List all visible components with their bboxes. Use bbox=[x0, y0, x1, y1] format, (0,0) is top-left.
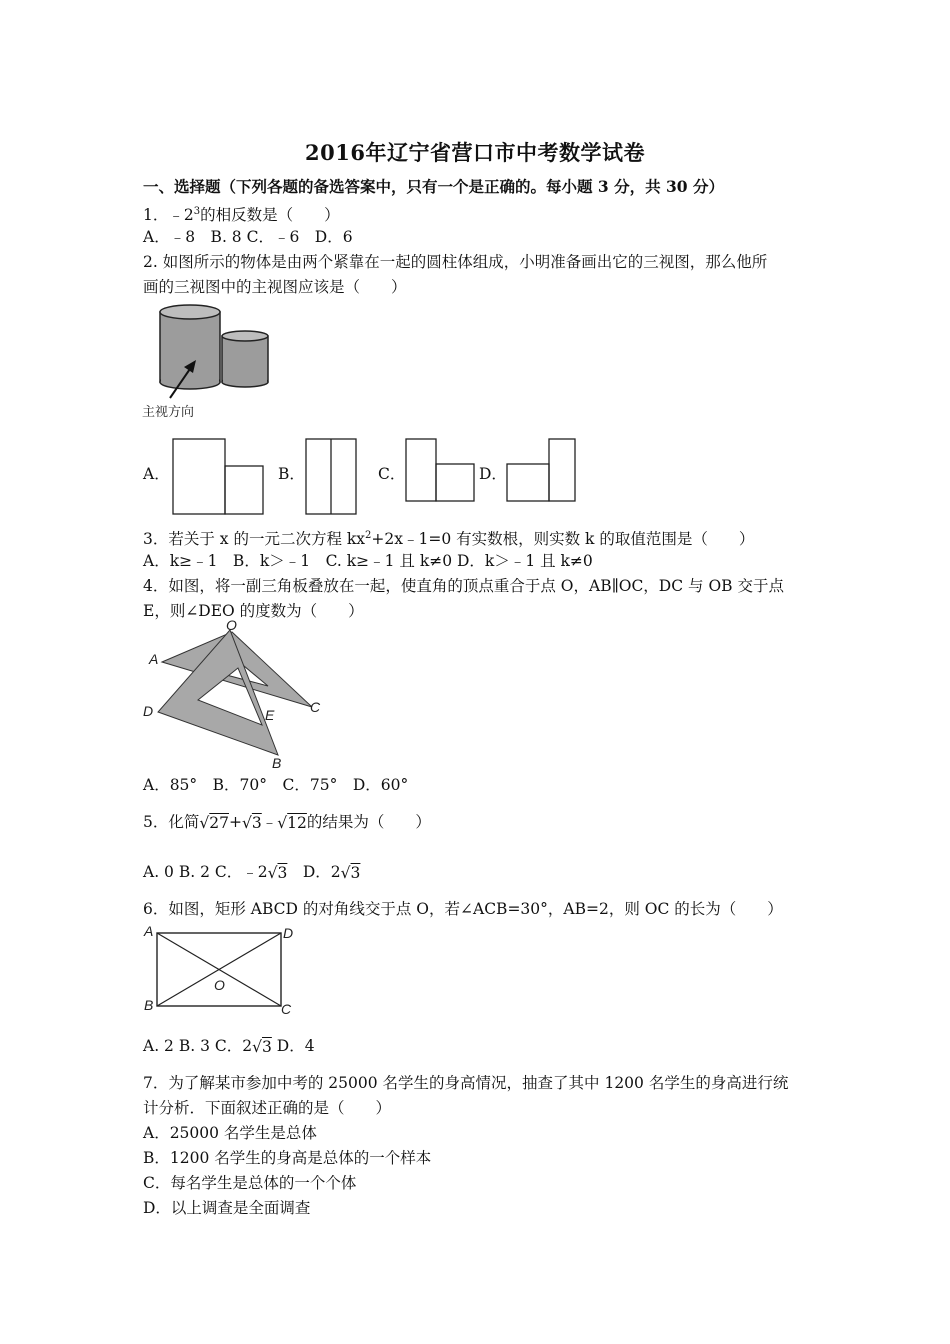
q7-option-c: C．每名学生是总体的一个个体 bbox=[143, 1174, 357, 1192]
q1-options: A．﹣8 B. 8 C．﹣6 D．6 bbox=[143, 228, 353, 246]
q4-label-c: C bbox=[310, 699, 321, 715]
q5-stem: 5．化简√27+√3﹣√12的结果为（ ） bbox=[143, 813, 431, 832]
q2-figure-caption: 主视方向 bbox=[142, 405, 195, 420]
q7-option-a: A．25000 名学生是总体 bbox=[143, 1124, 317, 1142]
q6-label-a: A bbox=[144, 923, 154, 939]
q6-label-d: D bbox=[283, 925, 294, 941]
q4-triangles-figure bbox=[140, 620, 325, 772]
q4-label-o: O bbox=[226, 620, 237, 633]
q2-option-d-figure bbox=[505, 437, 580, 517]
q6-rectangle-figure bbox=[140, 922, 300, 1017]
q2-cylinders-figure bbox=[140, 300, 275, 425]
q2-stem-line2: 画的三视图中的主视图应该是（ ） bbox=[143, 278, 407, 296]
q7-option-b: B．1200 名学生的身高是总体的一个样本 bbox=[143, 1149, 432, 1167]
q2-stem-line1: 2. 如图所示的物体是由两个紧靠在一起的圆柱体组成，小明准备画出它的三视图，那么他所 bbox=[143, 253, 768, 271]
q6-options: A. 2 B. 3 C．2√3 D．4 bbox=[143, 1037, 315, 1056]
q4-options: A．85° B．70° C．75° D．60° bbox=[143, 776, 409, 794]
q7-option-d: D．以上调查是全面调查 bbox=[143, 1199, 311, 1217]
q2-option-b-label: B． bbox=[278, 465, 305, 483]
q4-label-d: D bbox=[143, 703, 154, 719]
page-title: 2016年辽宁省营口市中考数学试卷 bbox=[305, 140, 645, 165]
q5-options: A. 0 B. 2 C．﹣2√3 D．2√3 bbox=[143, 863, 361, 882]
q2-option-d-label: D． bbox=[479, 465, 507, 483]
q2-option-c-label: C． bbox=[378, 465, 406, 483]
q1-stem: 1．$﹣2^3$的相反数是（ ） bbox=[143, 206, 340, 225]
q7-stem-line1: 7．为了解某市参加中考的 25000 名学生的身高情况，抽查了其中 1200 名学生的身高进行统 bbox=[143, 1074, 789, 1092]
q7-stem-line2: 计分析．下面叙述正确的是（ ） bbox=[143, 1099, 392, 1117]
q4-stem-line1: 4．如图，将一副三角板叠放在一起，使直角的顶点重合于点 O，AB∥OC，DC 与 OB 交于点 bbox=[143, 577, 784, 595]
q6-stem: 6．如图，矩形 ABCD 的对角线交于点 O，若∠ACB=30°，AB=2，则 OC 的长为（ ） bbox=[143, 900, 783, 918]
q3-stem: 3．若关于 x 的一元二次方程 $kx^2+2x﹣1=0$ 有实数根，则实数 k 的取值范围是（ ） bbox=[143, 530, 755, 549]
section-heading: 一、选择题（下列各题的备选答案中，只有一个是正确的。每小题 3 分，共 30 分） bbox=[143, 177, 724, 196]
q4-label-a: A bbox=[149, 651, 159, 667]
q6-label-o: O bbox=[214, 977, 225, 993]
q4-stem-line2: E，则∠DEO 的度数为（ ） bbox=[143, 602, 364, 620]
q4-label-e: E bbox=[265, 707, 275, 723]
q2-option-b-figure bbox=[304, 437, 359, 517]
q2-option-a-figure bbox=[171, 437, 265, 517]
q6-label-b: B bbox=[144, 997, 154, 1013]
q6-label-c: C bbox=[281, 1001, 292, 1017]
q4-label-b: B bbox=[272, 755, 282, 771]
q2-option-c-figure bbox=[404, 437, 479, 517]
q2-option-a-label: A． bbox=[143, 465, 170, 483]
q3-options: A．k≥﹣1 B．k＞﹣1 C. k≥﹣1 且 k≠0 D．k＞﹣1 且 k≠0 bbox=[143, 552, 593, 570]
